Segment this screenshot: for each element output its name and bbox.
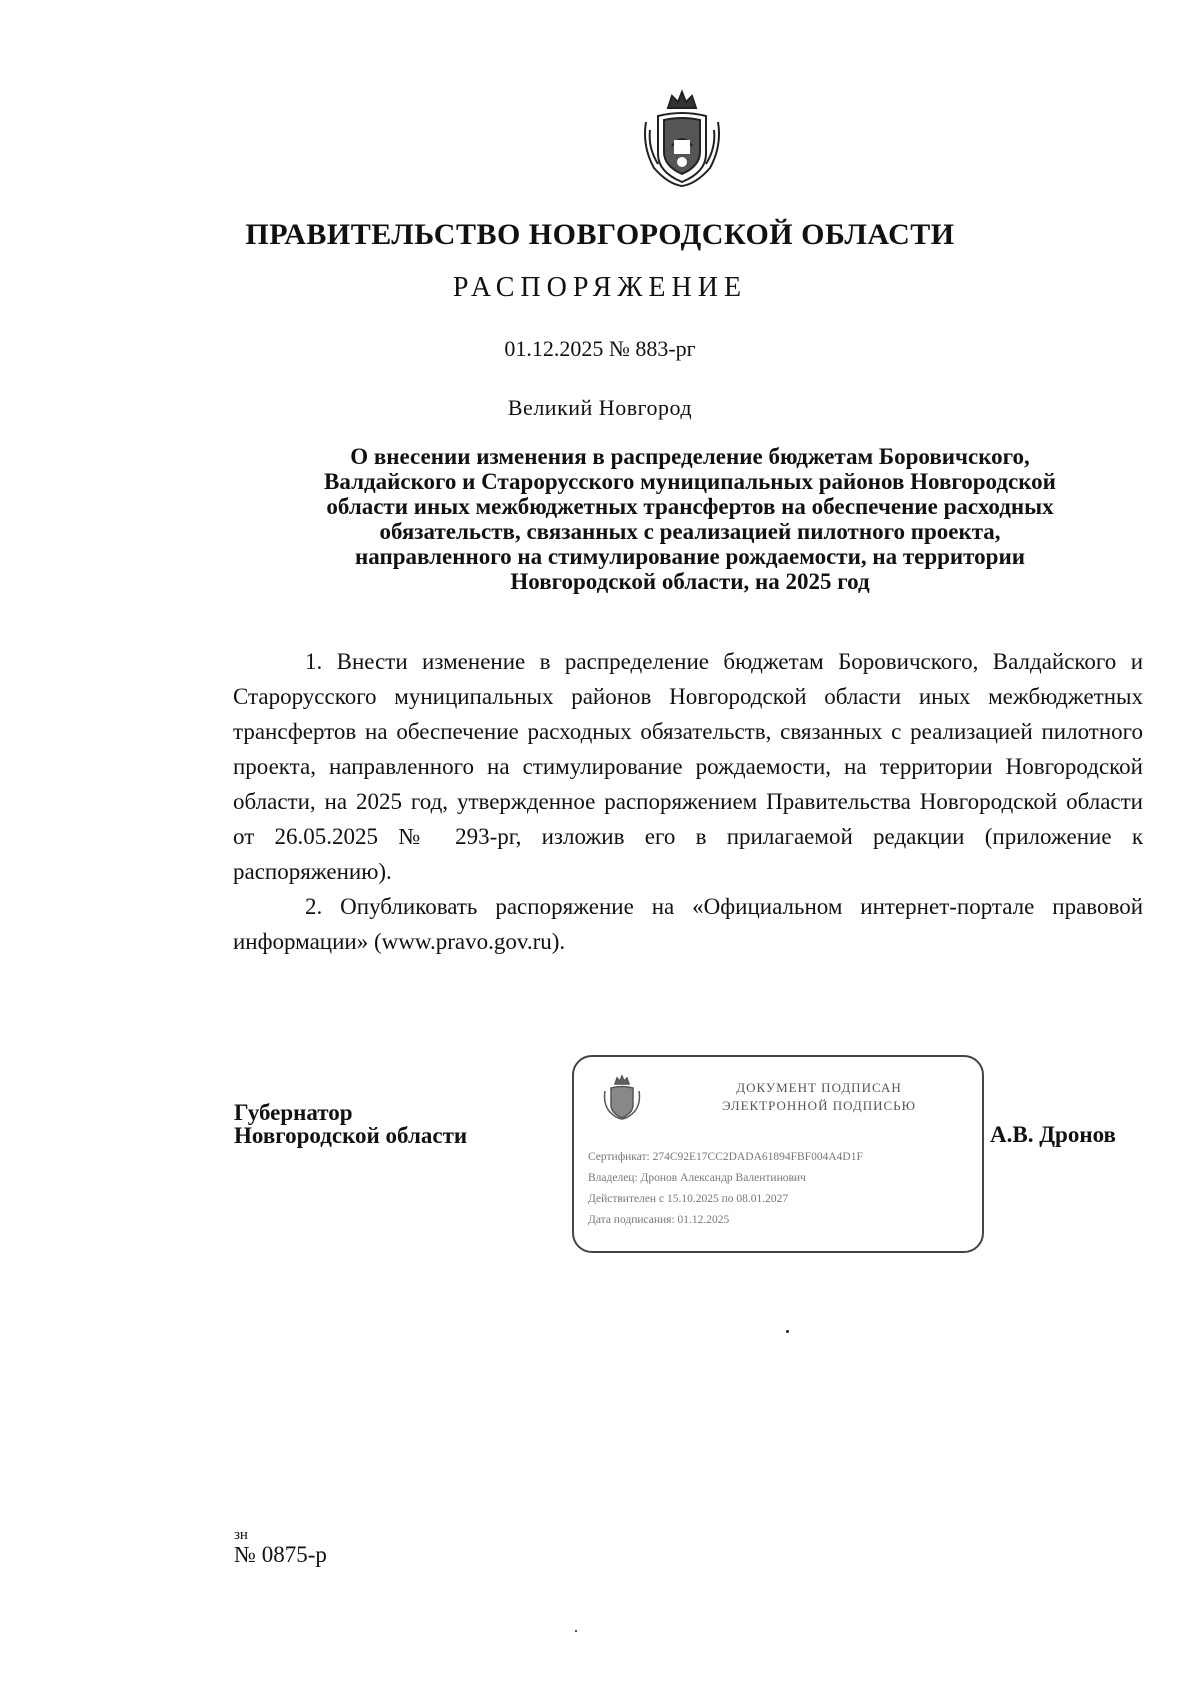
subject-line: Новгородской области, на 2025 год (510, 569, 870, 594)
stamp-details (588, 1147, 863, 1231)
registration-initials: зн (234, 1527, 248, 1543)
registration-mark (234, 1525, 327, 1565)
document-type: РАСПОРЯЖЕНИЕ (452, 272, 748, 303)
scan-speck (575, 1630, 577, 1632)
subject-line: направленного на стимулирование рождаемости, на территории (355, 544, 1025, 569)
subject-line: Валдайского и Старорусского муниципальных районов Новгородской (324, 469, 1056, 494)
electronic-signature-stamp (572, 1055, 984, 1253)
coat-of-arms-icon (602, 1075, 642, 1121)
body-paragraph-2: 2. Опубликовать распоряжение на «Официальном интернет-портале правовой информации» (www.pravo.gov.ru). (233, 894, 1143, 954)
subject-line: обязательств, связанных с реализацией пилотного проекта, (379, 519, 1001, 544)
stamp-signed-date: Дата подписания: 01.12.2025 (588, 1214, 730, 1226)
signer-position-line: Губернатор (234, 1100, 353, 1125)
subject-line: О внесении изменения в распределение бюджетам Боровичского, (350, 444, 1030, 469)
signer-name: А.В. Дронов (990, 1122, 1116, 1147)
stamp-title-line: ЭЛЕКТРОННОЙ ПОДПИСЬЮ (722, 1098, 916, 1113)
coat-of-arms-icon (638, 86, 726, 190)
stamp-title-line: ДОКУМЕНТ ПОДПИСАН (736, 1080, 902, 1095)
stamp-owner: Владелец: Дронов Александр Валентинович (588, 1172, 806, 1184)
signer-position (234, 1101, 467, 1147)
body-paragraph-1: 1. Внести изменение в распределение бюджетам Боровичского, Валдайского и Старорусского муниципальных районов Новгородской области иных межбюджетных трансфертов на обеспечение расходных обязательств, связанных с реализацией пилотного проекта, направленного на стимулирование рождаемости, на территории Новгородской области, на 2025 год, утвержденное распоряжением Правительства Новгородской области от 26.05.2025 № 293-рг, изложив его в прилагаемой редакции (приложение к распоряжению). (233, 649, 1143, 884)
government-title: ПРАВИТЕЛЬСТВО НОВГОРОДСКОЙ ОБЛАСТИ (245, 218, 955, 251)
document-subject (240, 444, 1140, 594)
registration-number: № 0875-р (234, 1542, 327, 1567)
document-date-number: 01.12.2025 № 883-рг (504, 336, 696, 361)
stamp-title (674, 1079, 964, 1115)
city: Великий Новгород (507, 395, 693, 420)
stamp-certificate: Сертификат: 274C92E17CC2DADA61894FBF004A4D1F (588, 1151, 863, 1163)
document-body (233, 644, 1143, 959)
subject-line: области иных межбюджетных трансфертов на обеспечение расходных (326, 494, 1054, 519)
signer-position-line: Новгородской области (234, 1123, 468, 1148)
scan-speck (786, 1330, 789, 1333)
stamp-validity: Действителен с 15.10.2025 по 08.01.2027 (588, 1193, 789, 1205)
